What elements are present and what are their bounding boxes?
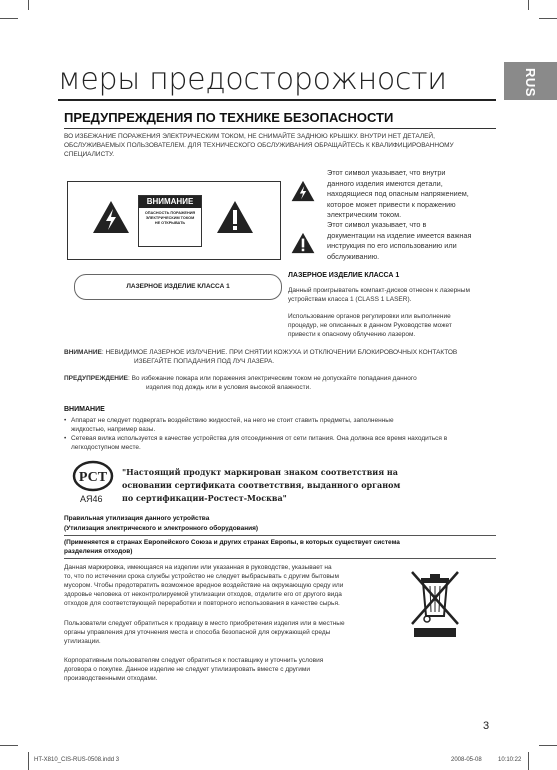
- crop-mark: [539, 745, 557, 746]
- disposal-line: договора о покупке. Данное изделие не следует утилизировать вместе с другими: [64, 666, 311, 673]
- section-heading: ПРЕДУПРЕЖДЕНИЯ ПО ТЕХНИКЕ БЕЗОПАСНОСТИ: [64, 110, 394, 125]
- disposal-line: утилизации.: [64, 638, 101, 645]
- disposal-paragraph-3: [64, 656, 323, 683]
- laser-text-line: привести к опасному облучению лазером.: [288, 331, 416, 338]
- bullet-line: • Аппарат не следует подвергать воздействию жидкостей, на него не стоит ставить предметы, заполненные: [71, 417, 394, 424]
- cert-statement: [122, 466, 400, 505]
- laser-text-line: Данный проигрыватель компакт-дисков отнесен к лазерным: [288, 287, 470, 294]
- cert-line: по сертификации-Ростест-Москва": [122, 493, 287, 503]
- bullet-line: жидкостью, например вазы.: [71, 426, 156, 433]
- cert-code: АЯ46: [80, 494, 103, 504]
- disposal-line: Данная маркировка, имеющаяся на изделии или указанная в руководстве, указывает на: [64, 564, 332, 571]
- disposal-line: мусором. Чтобы предотвратить возможное вредное воздействие на окружающую среду или: [64, 582, 344, 589]
- disposal-line: производственными отходами.: [64, 675, 158, 682]
- crop-mark: [0, 18, 18, 19]
- note-text: ИЗБЕГАЙТЕ ПОПАДАНИЯ ПОД ЛУЧ ЛАЗЕРА.: [134, 358, 275, 365]
- disposal-paragraph-1: [64, 563, 343, 608]
- exclamation-warning-icon: [216, 200, 254, 234]
- caution-label-heading: ВНИМАНИЕ: [139, 196, 201, 208]
- lightning-warning-icon: [92, 200, 130, 234]
- list-item: [64, 434, 504, 452]
- disposal-heading: [64, 514, 258, 534]
- symbol-text-line: документации на изделие имеется важная: [327, 230, 472, 240]
- bullet-line: легкодоступном месте.: [71, 444, 141, 451]
- footer-date: 2008-05-08: [451, 757, 482, 763]
- laser-radiation-note: [64, 348, 504, 366]
- symbol-text-line: электрическим током.: [327, 210, 402, 219]
- lightning-symbol-icon: [291, 180, 315, 202]
- disposal-line: органы управления для уточнения места и способа безопасной для окружающей среды: [64, 629, 331, 636]
- disposal-divider: [64, 558, 496, 559]
- intro-text: [64, 132, 454, 159]
- rst-logo-letters: РСТ: [78, 470, 108, 485]
- symbol-text-line: находящиеся под опасным напряжением,: [327, 189, 469, 198]
- crop-mark: [0, 745, 18, 746]
- note-text: : Во избежание пожара или поражения электрическим током не допускайте попадания данного: [127, 375, 417, 382]
- laser-text-2: [288, 312, 452, 339]
- symbol-text-line: Этот символ указывает, что в: [327, 220, 427, 229]
- disposal-line: здоровье человека от неконтролируемой утилизации отходов, отделите его от другого вида: [64, 591, 342, 598]
- intro-line: ОБСЛУЖИВАЕМЫХ ПОЛЬЗОВАТЕЛЕМ. ДЛЯ ТЕХНИЧЕСКОГО ОБСЛУЖИВАНИЯ ОБРАЩАЙТЕСЬ К КВАЛИФИЦИРОВАННОМУ: [64, 142, 454, 149]
- list-item: [64, 416, 504, 434]
- fire-warning-note: [64, 374, 504, 392]
- symbol-text-line: инструкция по его использованию или: [327, 241, 457, 250]
- caution-list: [64, 416, 504, 452]
- disposal-line: то, что по истечении срока службы устройство не следует выбрасывать с другим бытовым: [64, 573, 339, 580]
- caution-heading: ВНИМАНИЕ: [64, 406, 105, 413]
- exclamation-symbol-text: [327, 220, 471, 262]
- lightning-symbol-text: [327, 168, 469, 221]
- note-text: изделия под дождь или в условия высокой влажности.: [146, 384, 312, 391]
- laser-heading: ЛАЗЕРНОЕ ИЗДЕЛИЕ КЛАССА 1: [288, 272, 400, 279]
- section-rule: [64, 128, 496, 129]
- page-title: меры предосторожности: [58, 62, 447, 97]
- exclamation-symbol-icon: [291, 232, 315, 254]
- symbol-text-line: обслуживанию.: [327, 251, 380, 261]
- laser-text-line: устройствам класса 1 (CLASS 1 LASER).: [288, 296, 412, 303]
- title-rule: [58, 99, 496, 101]
- disposal-subheading-line: (Применяется в странах Европейского Союза и других странах Европы, в которых существует система: [64, 539, 400, 546]
- footer-time: 10:10:22: [498, 757, 522, 763]
- caution-label: [138, 195, 202, 247]
- footer-filename: HT-X810_CIS-RUS-0508.indd 3: [34, 757, 120, 763]
- caution-label-line: ОПАСНОСТЬ ПОРАЖЕНИЯ: [144, 211, 196, 215]
- laser-class-label: ЛАЗЕРНОЕ ИЗДЕЛИЕ КЛАССА 1: [74, 274, 282, 300]
- caution-label-line: ЭЛЕКТРИЧЕСКИМ ТОКОМ: [145, 216, 195, 220]
- cert-line: основании сертификата соответствия, выданного органом: [122, 480, 401, 490]
- symbol-text-line: данного изделия имеются детали,: [327, 178, 443, 188]
- crossed-bin-icon: [408, 568, 464, 640]
- disposal-subheading: [64, 538, 400, 556]
- rst-logo-icon: [72, 460, 114, 492]
- crop-mark: [528, 0, 529, 10]
- laser-text-line: процедур, не описанных в данном Руководстве может: [288, 322, 452, 329]
- crop-mark: [539, 18, 557, 19]
- disposal-divider: [64, 535, 496, 536]
- disposal-heading-line: Правильная утилизация данного устройства: [64, 515, 210, 522]
- symbol-text-line: Этот символ указывает, что внутри: [327, 168, 446, 177]
- intro-line: ВО ИЗБЕЖАНИЕ ПОРАЖЕНИЯ ЭЛЕКТРИЧЕСКИМ ТОКОМ, НЕ СНИМАЙТЕ ЗАДНЮЮ КРЫШКУ. ВНУТРИ НЕТ ДЕТАЛЕЙ,: [64, 133, 435, 140]
- note-label: ПРЕДУПРЕЖДЕНИЕ: [64, 375, 128, 382]
- warning-label-box: [67, 181, 281, 260]
- language-side-tab: [504, 62, 557, 100]
- note-label: ВНИМАНИЕ: [64, 349, 102, 356]
- page-number: 3: [483, 720, 490, 732]
- laser-text-1: [288, 286, 470, 304]
- disposal-line: отходов для соответствующей переработки и повторного использования в качестве сырья.: [64, 600, 340, 607]
- crop-mark: [528, 752, 529, 770]
- disposal-paragraph-2: [64, 619, 345, 646]
- disposal-line: Корпоративным пользователям следует обратиться к поставщику и уточнить условия: [64, 657, 324, 664]
- symbol-text-line: которое может привести к поражению: [327, 199, 456, 209]
- laser-text-line: Использование органов регулировки или выполнение: [288, 313, 451, 320]
- caution-label-line: НЕ ОТКРЫВАТЬ: [154, 221, 186, 225]
- crop-mark: [28, 0, 29, 10]
- cert-line: "Настоящий продукт маркирован знаком соответствия на: [122, 467, 398, 477]
- disposal-line: Пользователи следует обратиться к продавцу в место приобретения изделия или в местные: [64, 620, 345, 627]
- disposal-subheading-line: разделения отходов): [64, 548, 133, 555]
- disposal-heading-line: (Утилизация электрического и электронного оборудования): [64, 525, 259, 532]
- crop-mark: [28, 752, 29, 770]
- language-tab-label: RUS: [523, 68, 538, 97]
- rst-certification-logo: [72, 460, 114, 496]
- note-text: : НЕВИДИМОЕ ЛАЗЕРНОЕ ИЗЛУЧЕНИЕ. ПРИ СНЯТИИ КОЖУХА И ОТКЛЮЧЕНИИ БЛОКИРОВОЧНЫХ КОНТАКТОВ: [101, 349, 458, 356]
- intro-line: СПЕЦИАЛИСТУ.: [64, 151, 115, 158]
- bullet-line: • Сетевая вилка используется в качестве устройства для отсоединения от сети питания. Она должна все время находиться в: [71, 435, 448, 442]
